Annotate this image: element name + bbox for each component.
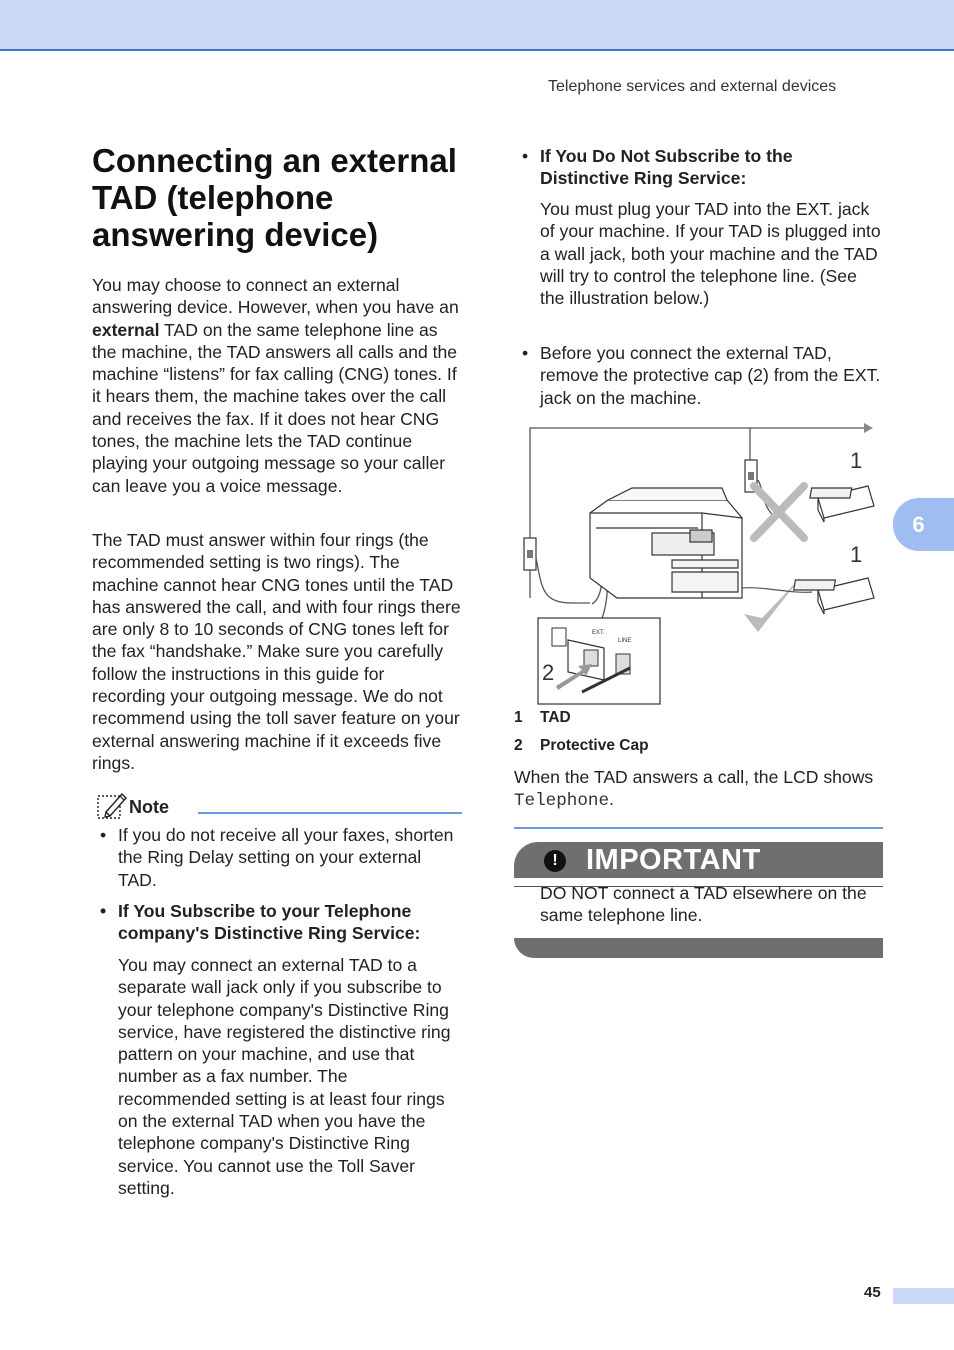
page-number: 45 (864, 1284, 881, 1301)
bold-external: external (92, 319, 160, 340)
alert-icon: ! (544, 850, 566, 872)
callout-1-top: 1 (850, 448, 863, 473)
svg-text:LINE: LINE (618, 638, 632, 644)
wall-jack-left-icon (524, 538, 536, 570)
note-pencil-icon (96, 790, 128, 820)
line-arrow-icon (864, 423, 873, 433)
fax-machine-icon (590, 488, 742, 598)
lcd-display-text: Telephone (514, 791, 610, 812)
wrong-x-icon (754, 486, 804, 538)
intro-paragraph-1: You may choose to connect an external answering device. However, when you have an external TAD on the same telephone line as the machine, the TAD answers all calls and the machine “listens” for fax calling (CNG) tones. If it hears them, the machine takes over the call and receives the fax. If it does not hear CNG tones, the machine lets the TAD continue playing your outgoing message so your caller can leave you a voice message. (92, 275, 459, 496)
bullet-icon: • (522, 343, 529, 363)
check-mark-icon (744, 576, 802, 632)
note-rule (198, 812, 462, 814)
important-body: DO NOT connect a TAD elsewhere on the same telephone line. (540, 883, 867, 926)
top-header-bar (0, 0, 954, 51)
important-header (514, 842, 883, 878)
note-label: Note (129, 797, 169, 817)
intro-paragraph-2: The TAD must answer within four rings (the recommended setting is two rings). The machine cannot hear CNG tones until the TAD has answered the call, and with four rings there are only 8 to 10 seconds of CNG tones left for the fax “handshake.” Make sure you carefully follow the instructions in this guide for recording your outgoing message. We do not recommend using the toll saver feature on your external answering machine if it exceeds five rings. (92, 530, 461, 773)
line-cable (536, 558, 590, 603)
tad-connection-illustration (512, 418, 882, 708)
running-header: Telephone services and external devices (548, 78, 837, 95)
lcd-paragraph: When the TAD answers a call, the LCD shows Telephone. (514, 767, 874, 812)
section-title: Connecting an external TAD (telephone answering device) (92, 142, 457, 253)
important-footer-bar (514, 938, 883, 958)
bullet-icon: • (100, 901, 107, 921)
callout-2: 2 (542, 660, 555, 685)
svg-text:EXT.: EXT. (592, 630, 605, 636)
bullet-icon: • (100, 825, 107, 845)
note-item-3-body: You must plug your TAD into the EXT. jack of your machine. If your TAD is plugged into a wall jack, both your machine and the TAD will try to control the telephone line. (See the illustration below.) (540, 199, 881, 309)
note-header (96, 790, 462, 820)
chapter-tab[interactable]: 6 (893, 498, 954, 551)
page-number-bar (893, 1288, 954, 1304)
callout-1-bottom: 1 (850, 542, 863, 567)
jack-inset-box (538, 618, 660, 704)
important-top-rule (514, 827, 883, 829)
note-item-2-body: You may connect an external TAD to a separate wall jack only if you subscribe to your telephone company's Distinctive Ring service, have registered the distinctive ring pattern on your machine, and use that number as a fax number. The recommended setting is at least four rings on the external TAD when you have the telephone company's Distinctive Ring service. You cannot use the Toll Saver setting. (118, 955, 451, 1198)
tad-device-top-icon (810, 486, 874, 522)
bullet-icon: • (522, 146, 529, 166)
tad-device-bottom-icon (794, 578, 874, 614)
important-label: IMPORTANT (586, 844, 761, 876)
